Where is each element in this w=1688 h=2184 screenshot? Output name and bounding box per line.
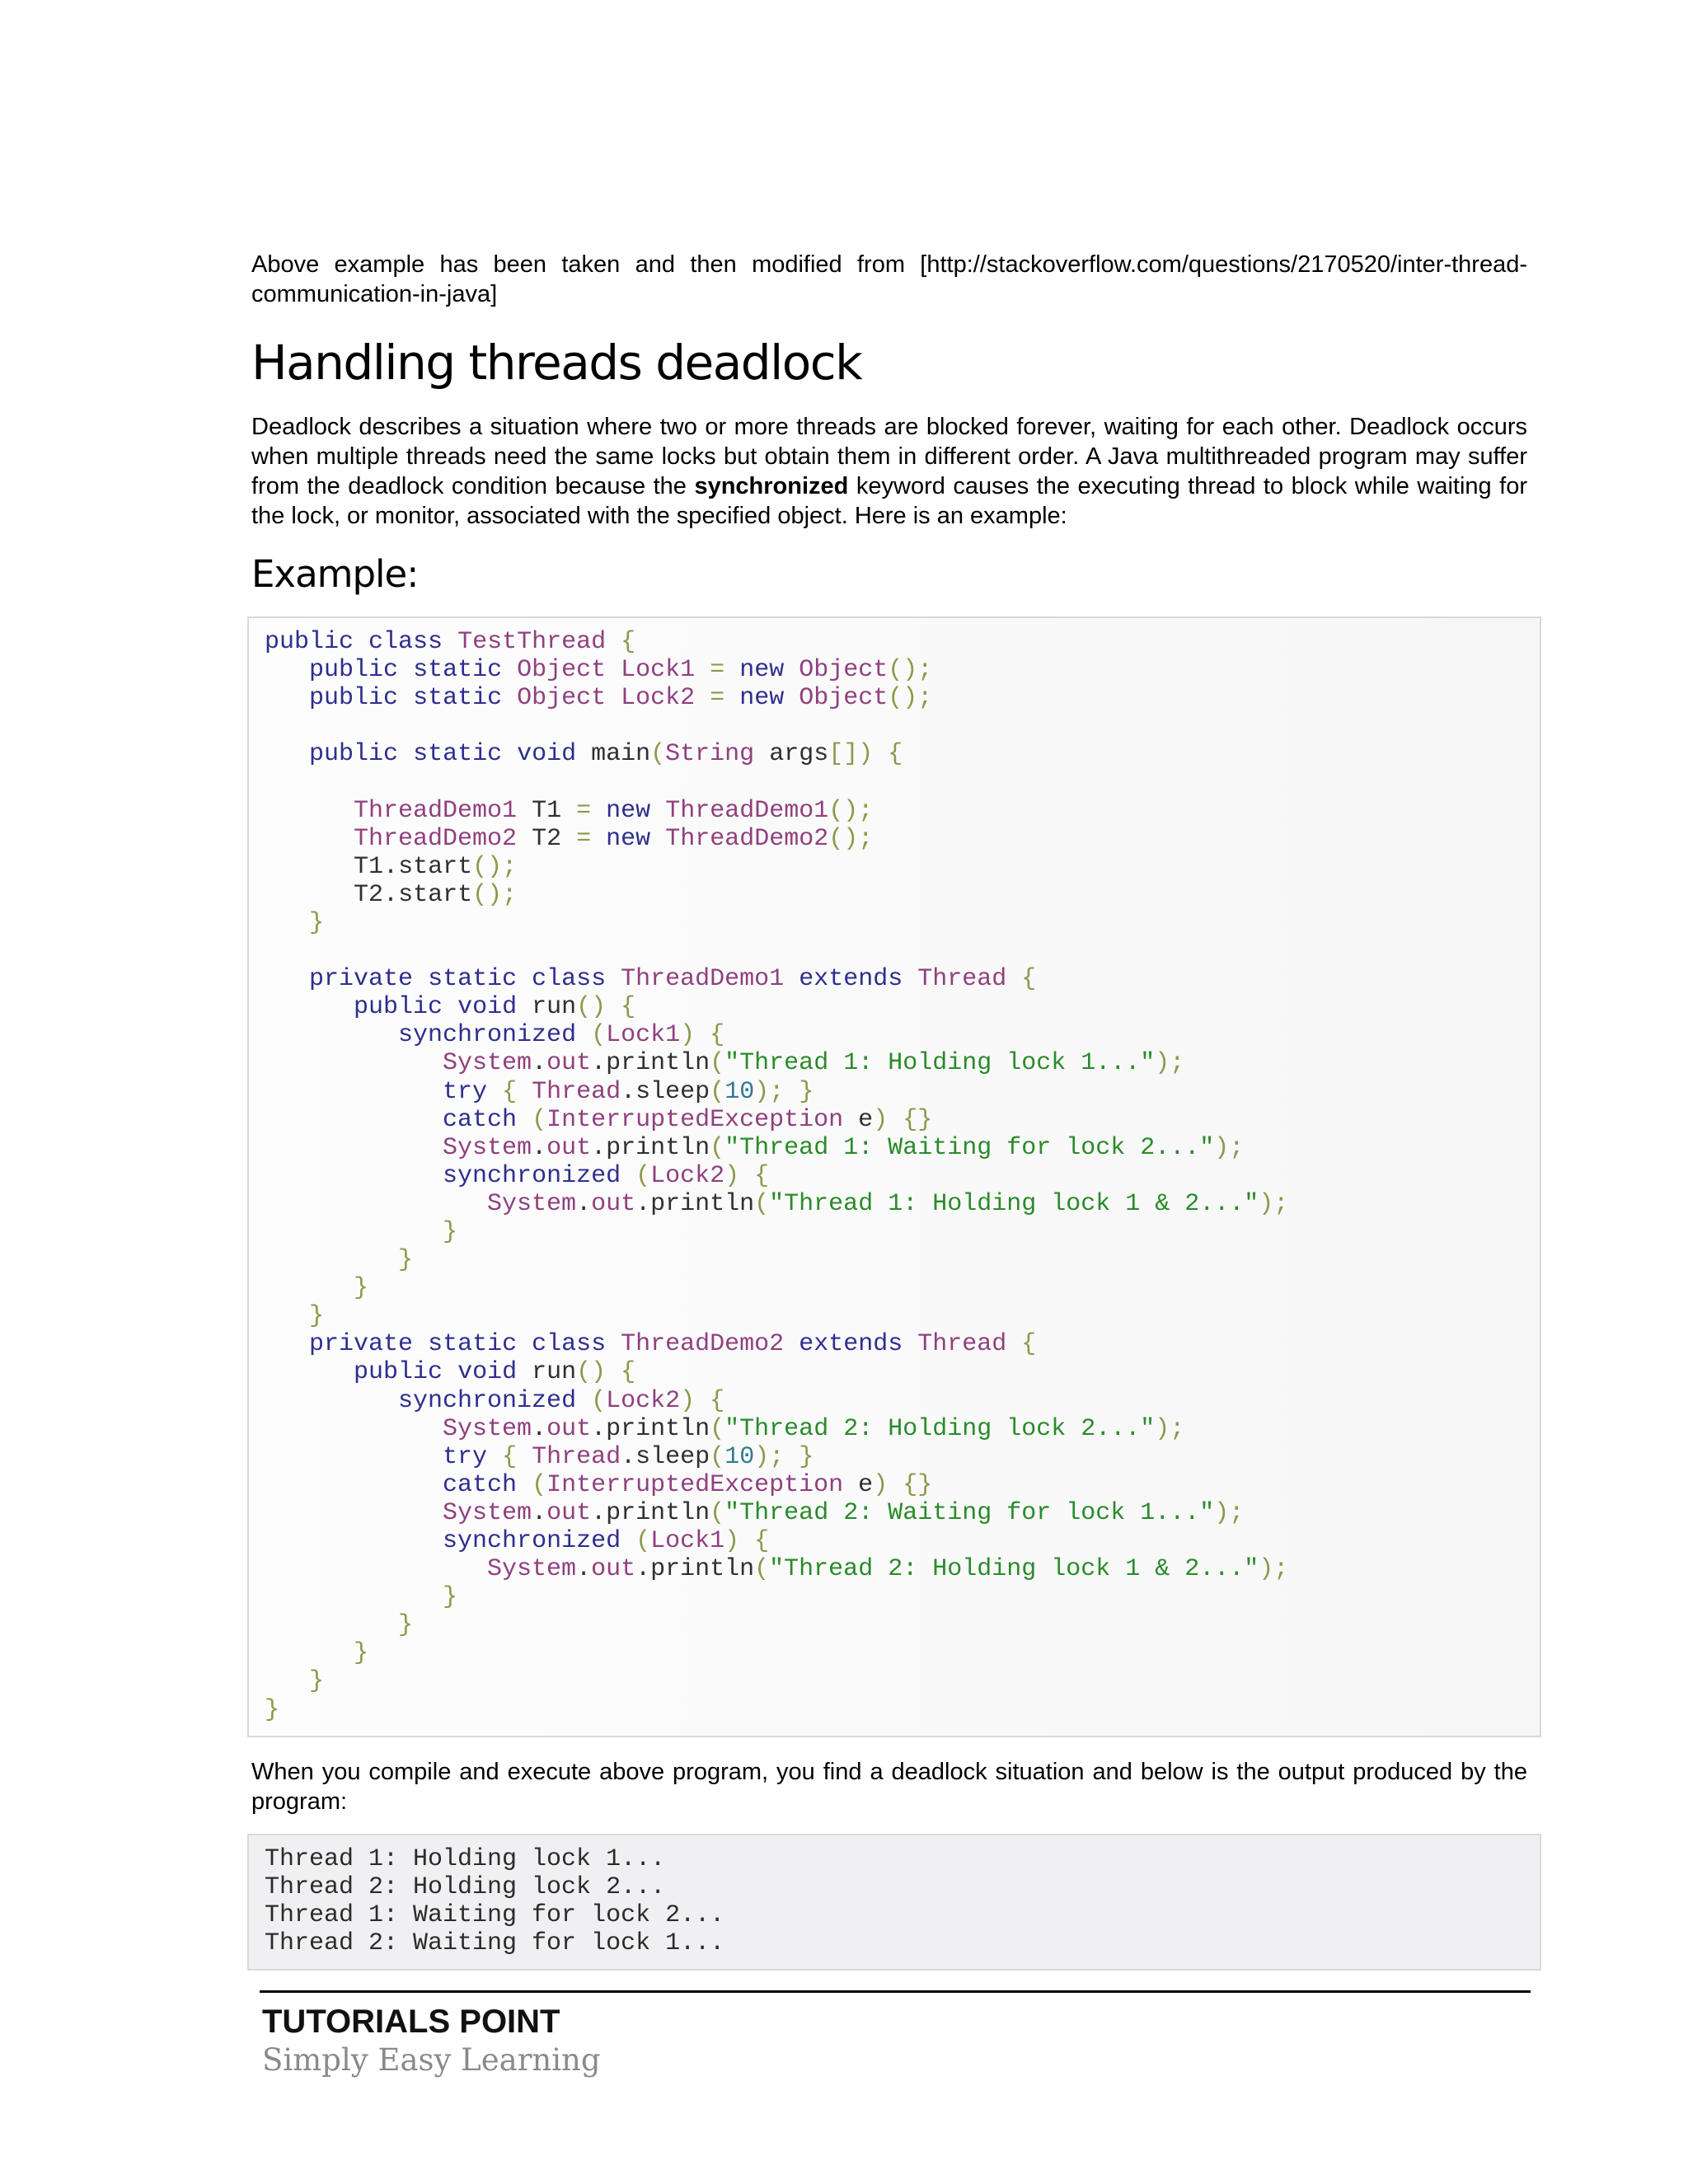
code-line: private static class ThreadDemo2 extends Thread {: [309, 1330, 1037, 1359]
code-line: System.out.println("Thread 1: Holding lock 1 & 2...");: [487, 1189, 1289, 1218]
code-line: synchronized (Lock1) {: [443, 1527, 770, 1555]
code-line: T1.start();: [354, 852, 518, 881]
code-line: }: [443, 1583, 458, 1612]
intro-paragraph: Above example has been taken and then modified from [http://stackoverflow.com/questions/2170520/inter-thread-communication-in-java]: [251, 251, 1527, 307]
code-line: synchronized (Lock2) {: [443, 1161, 770, 1190]
code-line: catch (InterruptedException e) {}: [443, 1105, 933, 1134]
code-line: System.out.println("Thread 1: Holding lock 1...");: [443, 1049, 1185, 1078]
code-line: public static Object Lock1 = new Object();: [309, 656, 933, 685]
footer-divider: [260, 1990, 1531, 1993]
code-line: System.out.println("Thread 1: Waiting for lock 2...");: [443, 1133, 1245, 1162]
code-line: }: [309, 908, 325, 937]
section-heading: Handling threads deadlock: [251, 335, 862, 391]
code-line: catch (InterruptedException e) {}: [443, 1470, 933, 1499]
code-line: }: [398, 1611, 414, 1640]
code-line: System.out.println("Thread 2: Holding lock 2...");: [443, 1414, 1185, 1443]
output-description: When you compile and execute above program, you find a deadlock situation and below is the output produced by the program:: [251, 1759, 1527, 1815]
code-line: ThreadDemo2 T2 = new ThreadDemo2();: [354, 824, 874, 853]
code-line: System.out.println("Thread 2: Waiting for lock 1...");: [443, 1498, 1245, 1527]
code-line: }: [354, 1274, 369, 1303]
footer-brand: TUTORIALS POINT: [262, 2004, 560, 2040]
code-line: T2.start();: [354, 880, 518, 909]
output-line: Thread 1: Waiting for lock 2...: [265, 1901, 725, 1930]
code-line: }: [309, 1302, 325, 1331]
footer-tagline: Simply Easy Learning: [262, 2042, 601, 2078]
description-text-after: keyword causes the executing thread to block while waiting for the lock, or monitor, associated with the specified object. Here is an example:: [251, 473, 1527, 529]
output-line: Thread 1: Holding lock 1...: [265, 1845, 666, 1873]
deadlock-description: [251, 412, 1527, 531]
code-line: public class TestThread {: [265, 628, 636, 656]
example-heading: Example:: [251, 552, 419, 596]
program-output-block: [247, 1834, 1541, 1971]
code-line: public static Object Lock2 = new Object();: [309, 684, 933, 713]
code-line: private static class ThreadDemo1 extends Thread {: [309, 965, 1037, 994]
program-output: [265, 1845, 724, 1957]
code-line: try { Thread.sleep(10); }: [443, 1077, 814, 1106]
code-line: }: [309, 1667, 325, 1696]
code-line: try { Thread.sleep(10); }: [443, 1442, 814, 1471]
code-line: ThreadDemo1 T1 = new ThreadDemo1();: [354, 796, 874, 825]
code-line: }: [398, 1246, 414, 1275]
code-line: synchronized (Lock2) {: [398, 1386, 725, 1415]
code-line: }: [354, 1639, 369, 1668]
code-line: public void run() {: [354, 1358, 636, 1387]
code-line: System.out.println("Thread 2: Holding lock 1 & 2...");: [487, 1555, 1289, 1584]
description-text-before: Deadlock describes a situation where two or more threads are blocked forever, waiting for each other. Deadlock occurs when multiple threads need the same locks but obtain them in different order. A Java multithreaded program may suffer from the deadlock condition because the: [251, 414, 1527, 499]
synchronized-keyword: synchronized: [694, 473, 849, 499]
code-line: public void run() {: [354, 993, 636, 1022]
code-line: synchronized (Lock1) {: [398, 1021, 725, 1050]
code-line: public static void main(String args[]) {: [309, 740, 903, 769]
java-code: [265, 628, 1288, 1724]
code-block: [247, 616, 1541, 1737]
code-line: }: [443, 1217, 458, 1246]
code-line: }: [265, 1695, 280, 1724]
output-line: Thread 2: Holding lock 2...: [265, 1873, 666, 1902]
output-line: Thread 2: Waiting for lock 1...: [265, 1929, 725, 1958]
